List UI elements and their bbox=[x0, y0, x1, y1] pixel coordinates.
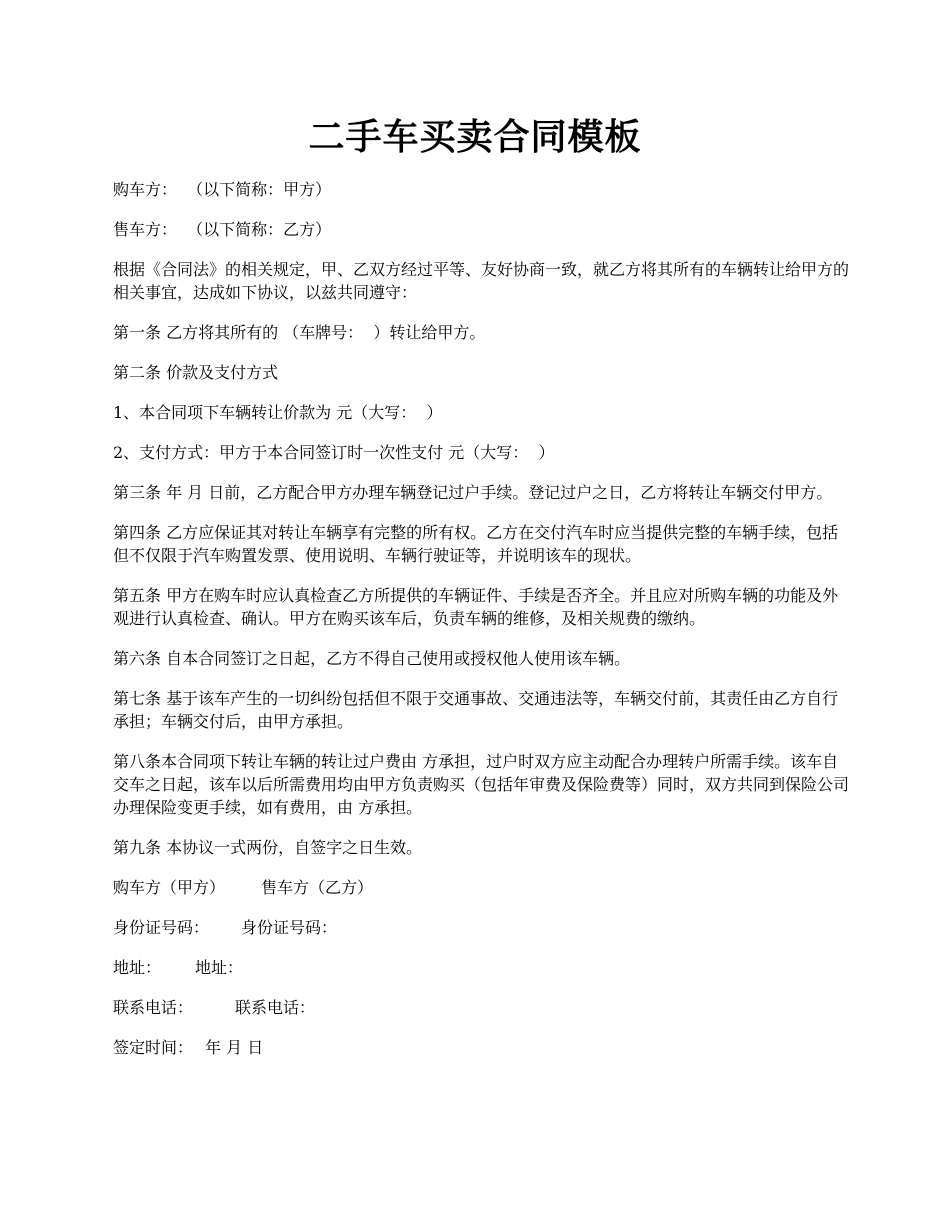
paragraph-article-2: 第二条 价款及支付方式 bbox=[113, 363, 279, 382]
paragraph-article-8: 第八条本合同项下转让车辆的转让过户费由 方承担，过户时双方应主动配合办理转户所需手续。该车自交车之日起，该车以后所需费用均由甲方负责购买（包括年审费及保险费等）同时，双方共同到保险公司办理保险变更手续，如有费用，由 方承担。 bbox=[113, 752, 850, 817]
seller-label: 售车方（乙方） bbox=[261, 878, 374, 897]
buyer-phone-label: 联系电话： bbox=[113, 998, 194, 1017]
paragraph-article-7: 第七条 基于该车产生的一切纠纷包括但不限于交通事故、交通违法等，车辆交付前，其责任由乙方自行承担；车辆交付后，由甲方承担。 bbox=[113, 689, 839, 731]
paragraph-article-2-item-1: 1、本合同项下车辆转让价款为 元（大写： ） bbox=[113, 403, 443, 422]
paragraph-preamble: 根据《合同法》的相关规定，甲、乙双方经过平等、友好协商一致，就乙方将其所有的车辆转让给甲方的相关事宜，达成如下协议，以兹共同遵守： bbox=[113, 260, 850, 302]
buyer-address-label: 地址： bbox=[113, 958, 162, 977]
paragraph-seller: 售车方： （以下简称：乙方） bbox=[113, 220, 332, 239]
document-body bbox=[113, 178, 853, 1076]
signature-date-line bbox=[113, 1036, 853, 1059]
seller-address-label: 地址： bbox=[195, 958, 244, 977]
signature-address-line bbox=[113, 956, 853, 979]
date-value: 年 月 日 bbox=[205, 1038, 264, 1057]
buyer-id-label: 身份证号码： bbox=[113, 918, 210, 937]
paragraph-article-3: 第三条 年 月 日前，乙方配合甲方办理车辆登记过户手续。登记过户之日，乙方将转让车辆交付甲方。 bbox=[113, 483, 833, 502]
paragraph-article-5: 第五条 甲方在购车时应认真检查乙方所提供的车辆证件、手续是否齐全。并且应对所购车辆的功能及外观进行认真检查、确认。甲方在购买该车后，负责车辆的维修，及相关规费的缴纳。 bbox=[113, 586, 839, 628]
paragraph-article-6: 第六条 自本合同签订之日起，乙方不得自己使用或授权他人使用该车辆。 bbox=[113, 649, 631, 668]
paragraph-article-4: 第四条 乙方应保证其对转让车辆享有完整的所有权。乙方在交付汽车时应当提供完整的车辆手续，包括但不仅限于汽车购置发票、使用说明、车辆行驶证等，并说明该车的现状。 bbox=[113, 523, 839, 565]
date-label: 签定时间： bbox=[113, 1038, 194, 1057]
buyer-label: 购车方（甲方） bbox=[113, 878, 226, 897]
document-title: 二手车买卖合同模板 bbox=[308, 116, 642, 158]
signature-parties-line bbox=[113, 876, 853, 899]
signature-id-line bbox=[113, 916, 853, 939]
seller-id-label: 身份证号码： bbox=[241, 918, 338, 937]
paragraph-buyer: 购车方： （以下简称：甲方） bbox=[113, 180, 332, 199]
paragraph-article-1: 第一条 乙方将其所有的 （车牌号： ）转让给甲方。 bbox=[113, 323, 486, 342]
signature-phone-line bbox=[113, 996, 853, 1019]
paragraph-article-9: 第九条 本协议一式两份，自签字之日生效。 bbox=[113, 838, 423, 857]
paragraph-article-2-item-2: 2、支付方式：甲方于本合同签订时一次性支付 元（大写： ） bbox=[113, 443, 555, 462]
seller-phone-label: 联系电话： bbox=[235, 998, 316, 1017]
